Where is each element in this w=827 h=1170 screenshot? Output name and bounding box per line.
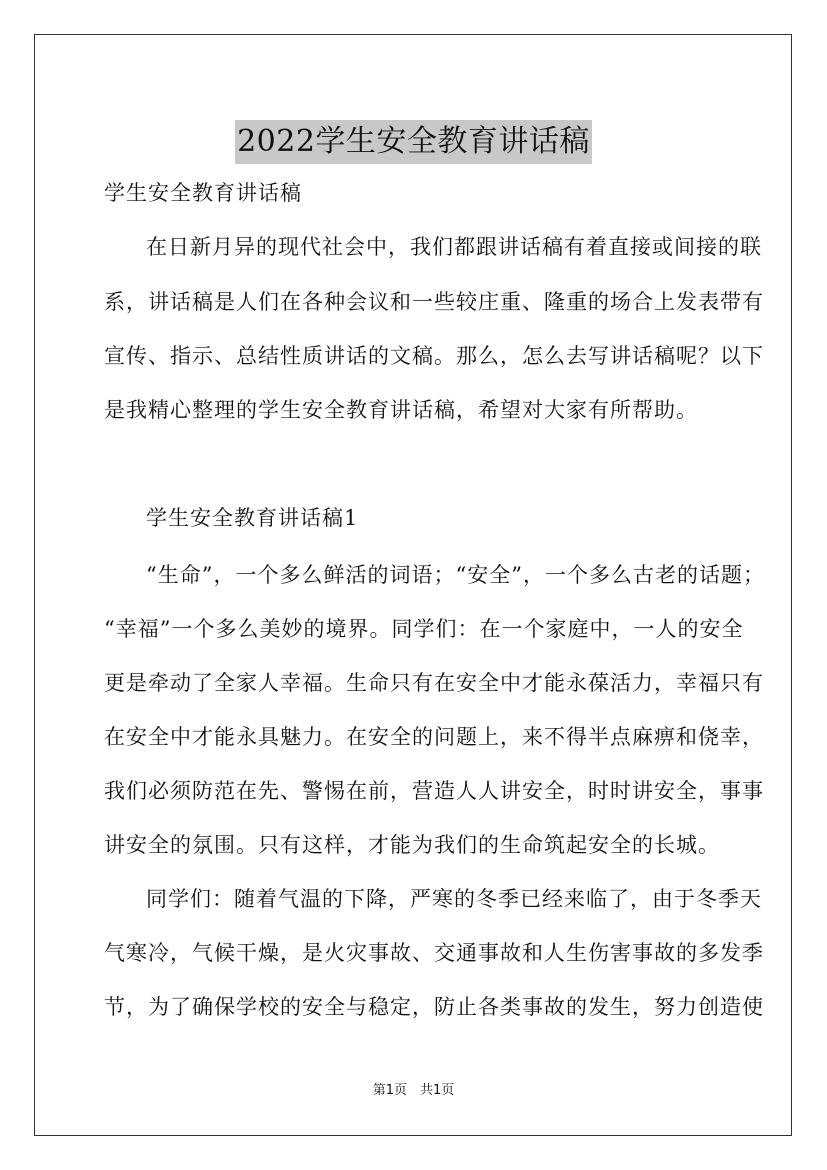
- body-line: 更是牵动了全家人幸福。生命只有在安全中才能永葆活力，幸福只有: [104, 671, 764, 695]
- document-title: 2022学生安全教育讲话稿: [235, 120, 592, 164]
- body-line: 系，讲话稿是人们在各种会议和一些较庄重、隆重的场合上发表带有: [104, 290, 764, 314]
- body-line: 在日新月异的现代社会中，我们都跟讲话稿有着直接或间接的联: [146, 235, 762, 259]
- body-line: 在安全中才能永具魅力。在安全的问题上，来不得半点麻痹和侥幸，: [104, 725, 764, 749]
- page-footer: 第1页 共1页: [372, 1083, 455, 1098]
- body-line: 讲安全的氛围。只有这样，才能为我们的生命筑起安全的长城。: [104, 833, 720, 857]
- subtitle-line: 学生安全教育讲话稿: [104, 181, 302, 205]
- body-line: 我们必须防范在先、警惕在前，营造人人讲安全，时时讲安全，事事: [104, 779, 764, 803]
- body-line: 同学们：随着气温的下降，严寒的冬季已经来临了，由于冬季天: [146, 887, 762, 911]
- body-line: “生命”，一个多么鲜活的词语；“安全”，一个多么古老的话题；: [146, 563, 765, 587]
- body-line: “幸福”一个多么美妙的境界。同学们：在一个家庭中，一人的安全: [104, 617, 744, 641]
- body-line: 气寒冷，气候干燥，是火灾事故、交通事故和人生伤害事故的多发季: [104, 941, 764, 965]
- body-line: 节，为了确保学校的安全与稳定，防止各类事故的发生，努力创造使: [104, 995, 764, 1019]
- title-container: [0, 100, 827, 184]
- body-line: 宣传、指示、总结性质讲话的文稿。那么，怎么去写讲话稿呢？以下: [104, 344, 764, 368]
- section-heading: 学生安全教育讲话稿1: [146, 506, 359, 530]
- body-line: 是我精心整理的学生安全教育讲话稿，希望对大家有所帮助。: [104, 398, 698, 422]
